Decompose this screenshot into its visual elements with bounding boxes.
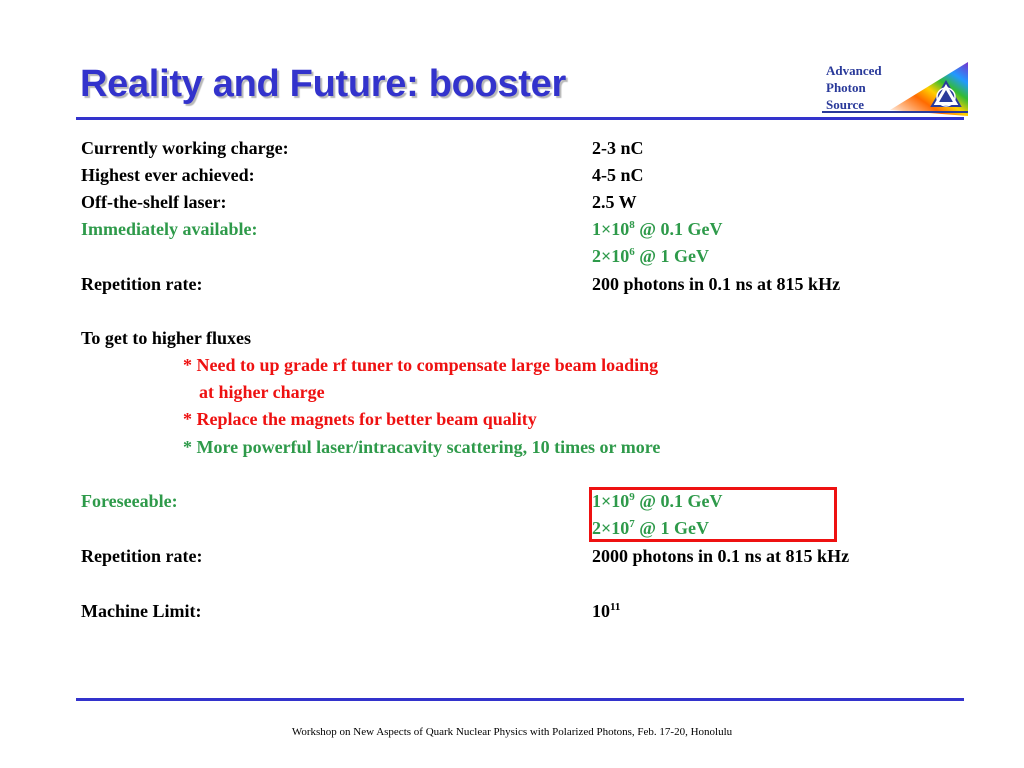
logo-line: Photon bbox=[826, 80, 866, 95]
logo-line: Advanced bbox=[826, 63, 882, 78]
row-label: Machine Limit: bbox=[81, 601, 202, 621]
bullet-item: * Replace the magnets for better beam quality bbox=[183, 409, 537, 429]
aps-logo bbox=[818, 60, 968, 118]
value-mantissa: 2×10 bbox=[592, 246, 630, 266]
value-exponent: 11 bbox=[610, 601, 621, 613]
section-heading: To get to higher fluxes bbox=[81, 328, 252, 348]
value-mantissa: 1×10 bbox=[592, 219, 630, 239]
row-value bbox=[592, 600, 620, 622]
value-rest: @ 1 GeV bbox=[634, 518, 709, 538]
value-rest: @ 0.1 GeV bbox=[634, 491, 723, 511]
value-exponent: 9 bbox=[629, 491, 635, 503]
highlight-box bbox=[589, 487, 837, 542]
row-value: 2.5 W bbox=[592, 192, 637, 212]
footer-divider bbox=[76, 698, 964, 701]
logo-line: Source bbox=[826, 97, 865, 112]
row-label: Repetition rate: bbox=[81, 274, 203, 294]
row-value: 4-5 nC bbox=[592, 165, 644, 185]
footer-text: Workshop on New Aspects of Quark Nuclear Physics with Polarized Photons, Feb. 17-20, Honolulu bbox=[291, 726, 733, 738]
value-base: 10 bbox=[592, 601, 610, 621]
header-divider bbox=[76, 117, 964, 120]
row-label: Currently working charge: bbox=[81, 138, 289, 158]
bullet-item: * Need to up grade rf tuner to compensate large beam loading bbox=[183, 355, 659, 375]
row-label: Foreseeable: bbox=[81, 491, 178, 511]
value-mantissa: 2×10 bbox=[592, 518, 630, 538]
row-label: Off-the-shelf laser: bbox=[81, 192, 227, 212]
row-value bbox=[592, 218, 723, 240]
bullet-continuation: at higher charge bbox=[199, 382, 325, 402]
bullet-item: * More powerful laser/intracavity scattering, 10 times or more bbox=[183, 437, 661, 457]
row-value: 2000 photons in 0.1 ns at 815 kHz bbox=[592, 546, 850, 566]
row-value: 2-3 nC bbox=[592, 138, 644, 158]
value-rest: @ 1 GeV bbox=[634, 246, 709, 266]
value-exponent: 7 bbox=[629, 518, 635, 530]
row-label: Repetition rate: bbox=[81, 546, 203, 566]
row-label: Immediately available: bbox=[81, 219, 258, 239]
row-label: Highest ever achieved: bbox=[81, 165, 255, 185]
row-value: 200 photons in 0.1 ns at 815 kHz bbox=[592, 274, 841, 294]
value-rest: @ 0.1 GeV bbox=[634, 219, 723, 239]
logo-text bbox=[826, 62, 882, 113]
slide-title: Reality and Future: booster bbox=[80, 63, 566, 105]
value-mantissa: 1×10 bbox=[592, 491, 630, 511]
row-value bbox=[592, 245, 709, 267]
value-exponent: 6 bbox=[629, 246, 635, 258]
value-exponent: 8 bbox=[629, 219, 635, 231]
